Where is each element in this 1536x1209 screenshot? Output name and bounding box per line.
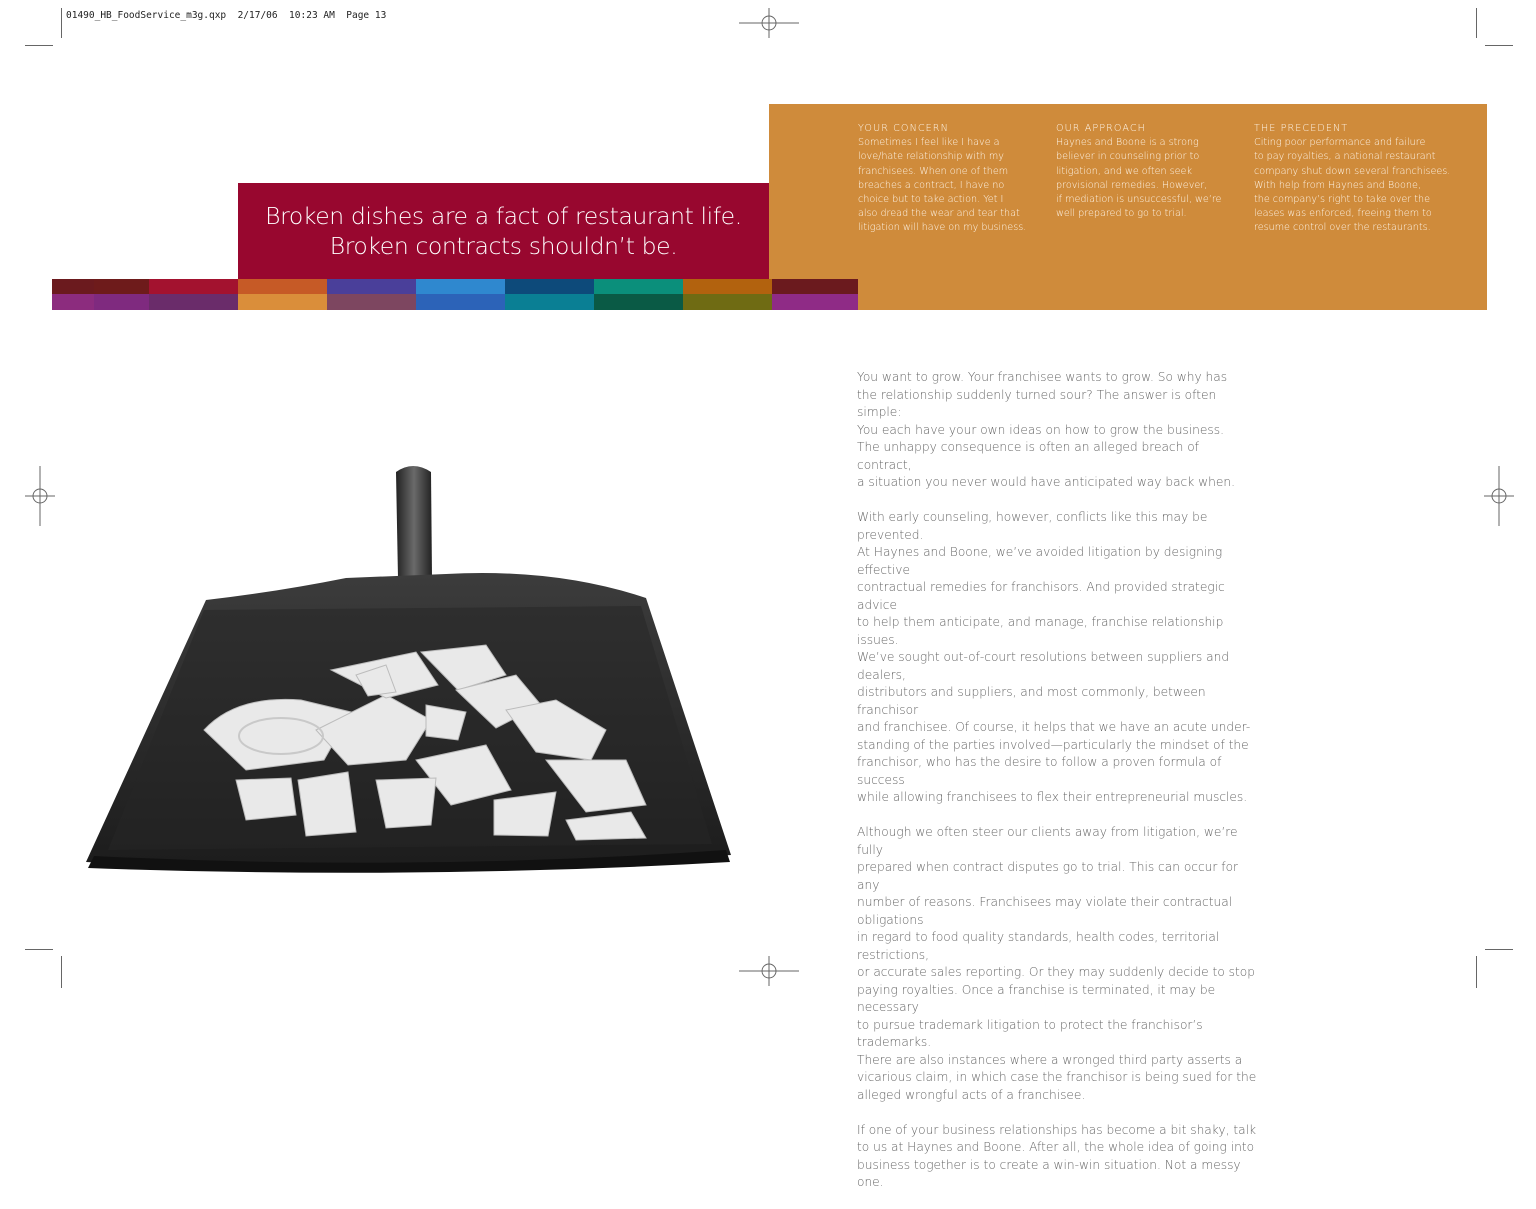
- stripe-row-top: [52, 279, 858, 295]
- registration-mark-icon: [739, 956, 799, 986]
- stripe-segment: [52, 279, 94, 295]
- file-slug: 01490_HB_FoodService_m3g.qxp 2/17/06 10:23 AM Page 13: [66, 10, 387, 21]
- stripe-row-bottom: [52, 294, 858, 310]
- stripe-segment: [416, 279, 505, 295]
- column-the-precedent: [1254, 122, 1454, 236]
- headline: [265, 201, 742, 261]
- stripe-segment: [594, 279, 683, 295]
- column-heading: YOUR CONCERN: [858, 123, 949, 134]
- column-heading: OUR APPROACH: [1056, 123, 1146, 134]
- crop-mark: [25, 45, 53, 46]
- stripe-segment: [94, 279, 149, 295]
- paragraph: You want to grow. Your franchisee wants to grow. So why has the relationship suddenly turned sour? The answer is often simple: You each have your own ideas on how to grow the business. The unhappy consequence is often an alleged breach of contract, a situation you never would have anticipated way back when.: [857, 370, 1235, 489]
- stripe-segment: [94, 294, 149, 310]
- stripe-segment: [505, 294, 594, 310]
- stripe-segment: [772, 279, 858, 295]
- crop-mark: [25, 949, 53, 950]
- dustpan-with-broken-dishes-image: [86, 460, 738, 880]
- stripe-segment: [238, 279, 327, 295]
- color-stripes: [52, 279, 858, 310]
- crop-mark: [1485, 949, 1513, 950]
- crop-mark: [1476, 956, 1477, 988]
- stripe-segment: [772, 294, 858, 310]
- stripe-segment: [327, 279, 416, 295]
- column-our-approach: [1056, 122, 1238, 221]
- column-heading: THE PRECEDENT: [1254, 123, 1349, 134]
- headline-line-1: Broken dishes are a fact of restaurant life.: [265, 202, 742, 230]
- column-body: Citing poor performance and failure to pay royalties, a national restaurant company shut down several franchisees. With help from Haynes and Boone, the company’s right to take over the leases was enforced, freeing them to resume control over the restaurants.: [1254, 137, 1451, 234]
- stripe-segment: [149, 294, 238, 310]
- stripe-segment: [594, 294, 683, 310]
- stripe-segment: [683, 279, 772, 295]
- paragraph: With early counseling, however, conflicts like this may be prevented. At Haynes and Boone, we’ve avoided litigation by designing effective contractual remedies for franchisors. And provided strategic advice to help them anticipate, and manage, franchise relationship issues. We’ve sought out-of-court resolutions between suppliers and dealers, distributors and suppliers, and most commonly, between franchisor and franchisee. Of course, it helps that we have an acute under- standing of the parties involved—particularly the mindset of the franchisor, who has the desire to follow a proven formula of success while allowing franchisees to flex their entrepreneurial muscles.: [857, 510, 1251, 804]
- column-body: Haynes and Boone is a strong believer in counseling prior to litigation, and we often seek provisional remedies. However, if mediation is unsuccessful, we’re well prepared to go to trial.: [1056, 137, 1222, 220]
- crop-mark: [1485, 45, 1513, 46]
- crop-mark: [61, 8, 62, 38]
- column-body: Sometimes I feel like I have a love/hate relationship with my franchisees. When one of them breaches a contract, I have no choice but to take action. Yet I also dread the wear and tear that litigation will have on my business.: [858, 137, 1027, 234]
- column-your-concern: [858, 122, 1040, 236]
- headline-line-2: Broken contracts shouldn’t be.: [329, 232, 678, 260]
- stripe-segment: [416, 294, 505, 310]
- stripe-segment: [149, 279, 238, 295]
- crop-mark: [1476, 8, 1477, 38]
- stripe-segment: [327, 294, 416, 310]
- stripe-segment: [505, 279, 594, 295]
- registration-mark-icon: [739, 8, 799, 38]
- registration-mark-icon: [25, 466, 55, 526]
- registration-mark-icon: [1484, 466, 1514, 526]
- body-copy: [857, 369, 1257, 1209]
- crop-mark: [61, 956, 62, 988]
- stripe-segment: [52, 294, 94, 310]
- stripe-segment: [238, 294, 327, 310]
- paragraph: If one of your business relationships has become a bit shaky, talk to us at Haynes and Boone. After all, the whole idea of going into business together is to create a win-win situation. Not a messy one.: [857, 1122, 1257, 1189]
- stripe-segment: [683, 294, 772, 310]
- headline-panel: [238, 183, 769, 279]
- paragraph: Although we often steer our clients away from litigation, we’re fully prepared when contract disputes go to trial. This can occur for any number of reasons. Franchisees may violate their contractual obligations in regard to food quality standards, health codes, territorial restrictions, or accurate sales reporting. Or they may suddenly decide to stop paying royalties. Once a franchise is terminated, it may be necessary to pursue trademark litigation to protect the franchisor’s trademarks. There are also instances where a wronged third party asserts a vicarious claim, in which case the franchisor is being sued for the alleged wrongful acts of a franchisee.: [857, 825, 1257, 1102]
